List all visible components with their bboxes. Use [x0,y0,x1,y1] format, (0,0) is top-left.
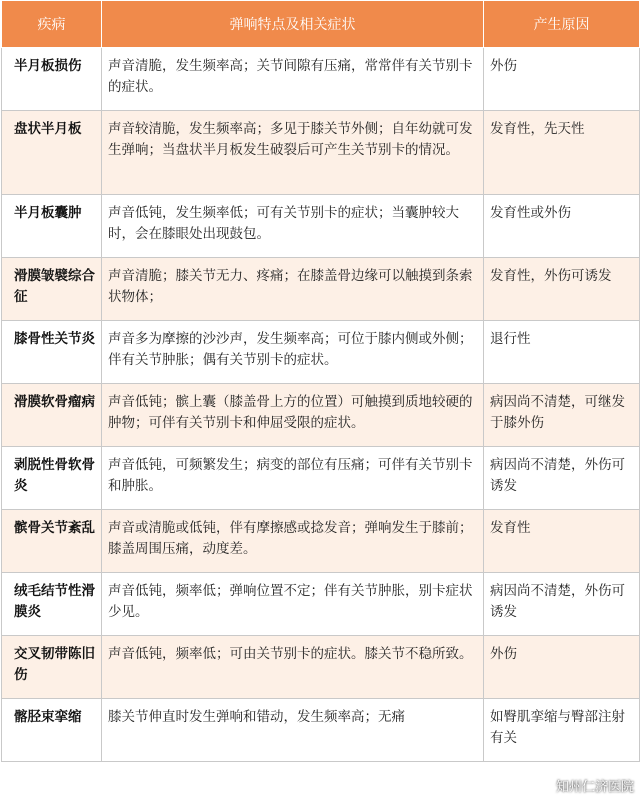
table-row [2,384,640,447]
symptom-cell: 声音低钝，可频繁发生；病变的部位有压痛；可伴有关节别卡和肿胀。 [102,447,484,510]
symptom-cell: 声音较清脆，发生频率高；多见于膝关节外侧；自年幼就可发生弹响；当盘状半月板发生破裂后可产生关节别卡的情况。 [102,111,484,195]
watermark: 知州仁济医院 [555,780,634,795]
table-header [2,1,640,48]
header-cause: 产生原因 [484,1,640,48]
symptom-cell: 声音低钝，频率低；弹响位置不定；伴有关节肿胀，别卡症状少见。 [102,573,484,636]
symptom-cell: 膝关节伸直时发生弹响和错动，发生频率高；无痛 [102,699,484,762]
table-row [2,510,640,573]
cause-cell: 病因尚不清楚，可继发于膝外伤 [484,384,640,447]
disease-name: 盘状半月板 [2,111,102,195]
disease-name: 剥脱性骨软骨炎 [2,447,102,510]
symptom-cell: 声音多为摩擦的沙沙声，发生频率高；可位于膝内侧或外侧；伴有关节肿胀；偶有关节别卡的症状。 [102,321,484,384]
cause-cell: 发育性，先天性 [484,111,640,195]
table-row [2,321,640,384]
table-row [2,195,640,258]
disease-name: 绒毛结节性滑膜炎 [2,573,102,636]
symptom-cell: 声音低钝，发生频率低；可有关节别卡的症状；当囊肿较大时，会在膝眼处出现鼓包。 [102,195,484,258]
table-row [2,111,640,195]
table-row [2,48,640,111]
disease-name: 半月板囊肿 [2,195,102,258]
disease-name: 髂胫束挛缩 [2,699,102,762]
table-row [2,699,640,762]
cause-cell: 退行性 [484,321,640,384]
disease-table [1,0,640,762]
disease-name: 交叉韧带陈旧伤 [2,636,102,699]
cause-cell: 发育性或外伤 [484,195,640,258]
disease-name: 滑膜皱襞综合征 [2,258,102,321]
cause-cell: 外伤 [484,636,640,699]
disease-name: 半月板损伤 [2,48,102,111]
header-disease: 疾病 [2,1,102,48]
symptom-cell: 声音低钝；髌上囊（膝盖骨上方的位置）可触摸到质地较硬的肿物；可伴有关节别卡和伸屈受限的症状。 [102,384,484,447]
table-row [2,447,640,510]
symptom-cell: 声音或清脆或低钝，伴有摩擦感或捻发音；弹响发生于膝前；膝盖周围压痛，动度差。 [102,510,484,573]
disease-name: 膝骨性关节炎 [2,321,102,384]
table-row [2,573,640,636]
disease-name: 滑膜软骨瘤病 [2,384,102,447]
table-row [2,636,640,699]
cause-cell: 外伤 [484,48,640,111]
symptom-cell: 声音清脆，发生频率高；关节间隙有压痛，常常伴有关节别卡的症状。 [102,48,484,111]
cause-cell: 病因尚不清楚，外伤可诱发 [484,447,640,510]
cause-cell: 病因尚不清楚，外伤可诱发 [484,573,640,636]
disease-name: 髌骨关节紊乱 [2,510,102,573]
symptom-cell: 声音清脆；膝关节无力、疼痛；在膝盖骨边缘可以触摸到条索状物体； [102,258,484,321]
table-row [2,258,640,321]
cause-cell: 发育性，外伤可诱发 [484,258,640,321]
header-symptoms: 弹响特点及相关症状 [102,1,484,48]
symptom-cell: 声音低钝，频率低；可由关节别卡的症状。膝关节不稳所致。 [102,636,484,699]
cause-cell: 发育性 [484,510,640,573]
cause-cell: 如臀肌挛缩与臀部注射有关 [484,699,640,762]
